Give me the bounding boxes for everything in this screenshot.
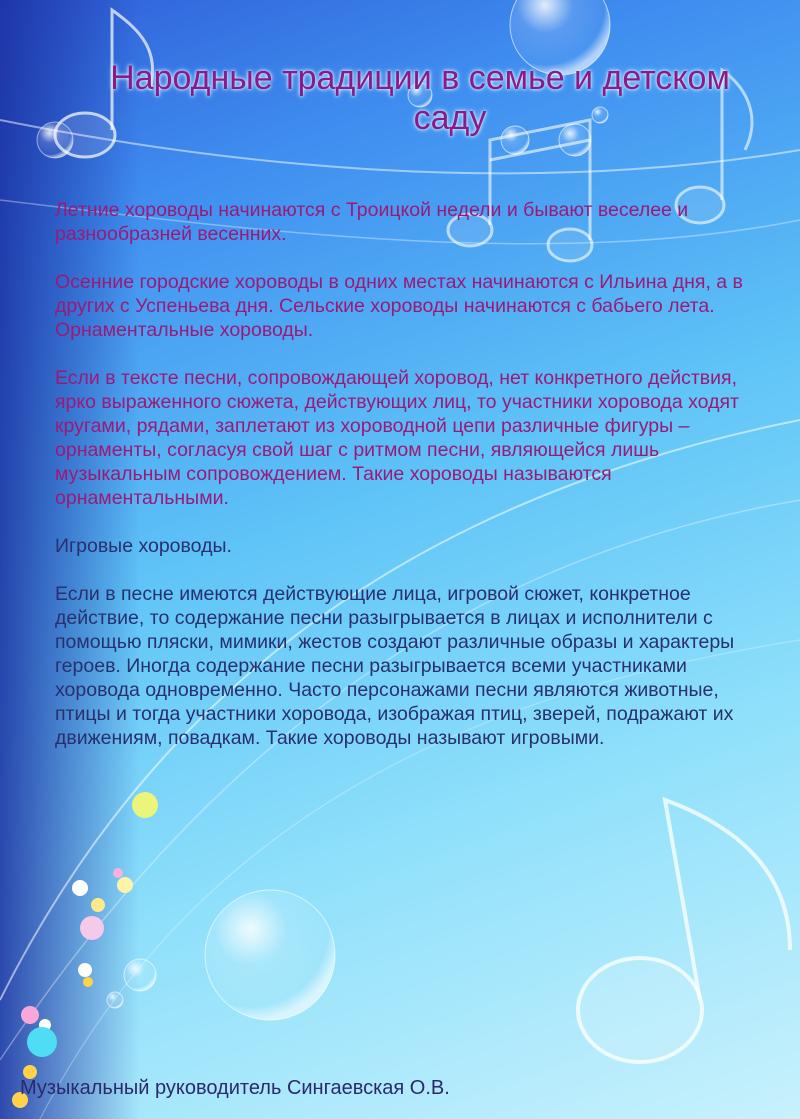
- large-music-note-icon: [578, 800, 790, 1062]
- title-line-1: Народные традиции в семье и детском: [110, 59, 730, 97]
- title-line-2: саду: [413, 99, 487, 137]
- paragraph-ornamental: Если в тексте песни, сопровождающей хоровод, нет конкретного действия, ярко выраженного сюжета, действующих лиц, то участники хоровода ходят кругами, рядами, заплетают из хороводной цепи различные фигуры – орнаменты, согласуя свой шаг с ритмом песни, являющейся лишь музыкальным сопровождением. Такие хороводы называются орнаментальными.: [55, 367, 739, 509]
- heading-game: Игровые хороводы.: [55, 535, 232, 557]
- paragraph-game: Если в песне имеются действующие лица, игровой сюжет, конкретное действие, то содержание песни разыгрывается в лицах и исполнители с помощью пляски, мимики, жестов создают различные образы и характеры героев. Иногда содержание песни разыгрывается всеми участниками хоровода одновременно. Часто персонажами песни являются животные, птицы и тогда участники хоровода, изображая птиц, зверей, подражают их движениям, повадкам. Такие хороводы называют игровыми.: [55, 583, 735, 749]
- article-body: [55, 198, 755, 750]
- paragraph-autumn: Осенние городские хороводы в одних местах начинаются с Ильина дня, а в других с Успеньева дня. Сельские хороводы начинаются с бабьего лета.: [55, 271, 743, 317]
- paragraph-summer: Летние хороводы начинаются с Троицкой недели и бывают веселее и разнообразней весенних.: [55, 199, 689, 245]
- footer-author: Музыкальный руководитель Сингаевская О.В.: [20, 1077, 450, 1099]
- page-title: [40, 58, 800, 138]
- heading-ornamental: Орнаментальные хороводы.: [55, 319, 314, 341]
